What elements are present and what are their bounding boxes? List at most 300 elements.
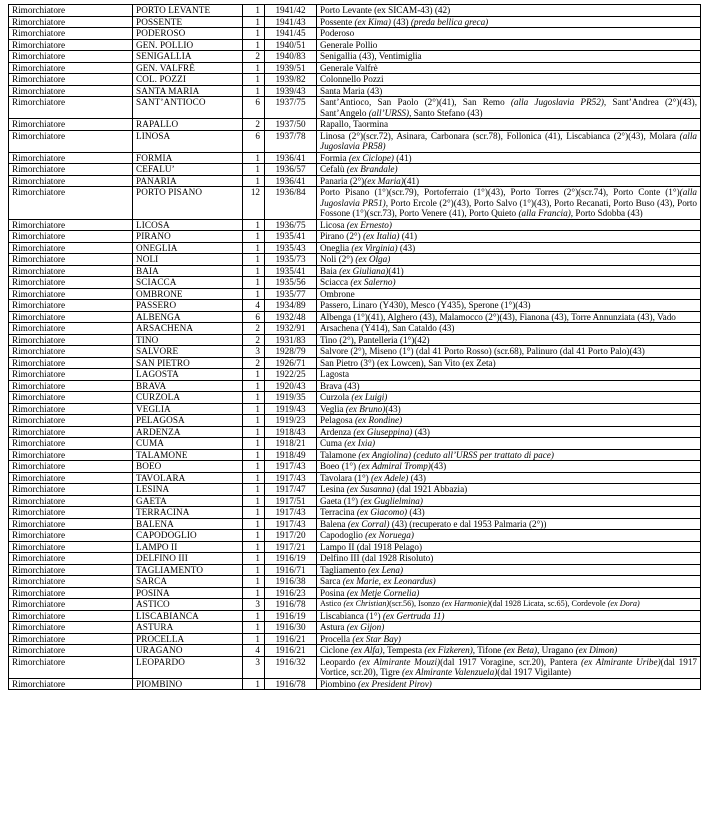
table-row bbox=[9, 187, 701, 220]
cell-years: 1916/38 bbox=[265, 576, 317, 588]
table-row bbox=[9, 300, 701, 312]
note-text: , Sant’Andrea (2°)(43), Sant’Angelo bbox=[320, 97, 697, 118]
note-text: Arsachena (Y414), San Cataldo (43) bbox=[320, 323, 455, 333]
note-text: Santa Maria (43) bbox=[320, 85, 383, 96]
note-text: Cefalù bbox=[320, 164, 347, 174]
cell-years: 1936/41 bbox=[265, 175, 317, 187]
cell-count: 1 bbox=[243, 380, 265, 392]
cell-class: Rimorchiatore bbox=[9, 553, 133, 565]
cell-count: 1 bbox=[243, 438, 265, 450]
note-text: San Pietro (3°) (ex Lowcen), San Vito (ex Zeta) bbox=[320, 357, 496, 368]
cell-count: 1 bbox=[243, 85, 265, 97]
note-text: , Porto Ercole (2°)(43), Porto Salvo (1°)(43), Porto Recanati, Porto Buso (43), Porto Fossone (1°)(scr.73), Porto Venere (41), Porto Quieto bbox=[320, 197, 698, 218]
cell-class: Rimorchiatore bbox=[9, 254, 133, 266]
cell-name: TAVOLARA bbox=[133, 472, 243, 484]
cell-years: 1922/25 bbox=[265, 369, 317, 381]
note-text: Pirano (2°) bbox=[320, 231, 363, 241]
note-italic: (alla Francia) bbox=[518, 208, 571, 218]
note-text: (scr.56), Isonzo bbox=[389, 599, 442, 608]
note-text: Noli (2°) bbox=[320, 254, 356, 264]
note-text: Salvore (2°), Miseno (1°) (dal 41 Porto Rosso) (scr.68), Palinuro (dal 41 Porto Palo)(43) bbox=[320, 346, 645, 356]
cell-notes bbox=[317, 300, 701, 312]
cell-notes bbox=[317, 645, 701, 657]
cell-years: 1920/43 bbox=[265, 380, 317, 392]
cell-name: LAGOSTA bbox=[133, 369, 243, 381]
note-text: Astura bbox=[320, 622, 347, 632]
cell-class: Rimorchiatore bbox=[9, 28, 133, 40]
cell-notes bbox=[317, 28, 701, 40]
note-text: Colonnello Pozzi bbox=[320, 74, 384, 84]
cell-name: ONEGLIA bbox=[133, 242, 243, 254]
cell-name: ARSACHENA bbox=[133, 323, 243, 335]
table-row bbox=[9, 175, 701, 187]
cell-class: Rimorchiatore bbox=[9, 403, 133, 415]
cell-class: Rimorchiatore bbox=[9, 564, 133, 576]
cell-name: BOEO bbox=[133, 461, 243, 473]
table-row bbox=[9, 472, 701, 484]
cell-years: 1935/41 bbox=[265, 231, 317, 243]
cell-class: Rimorchiatore bbox=[9, 16, 133, 28]
note-text: Porto Levante (ex SICAM-43) (42) bbox=[320, 5, 451, 15]
cell-count: 1 bbox=[243, 576, 265, 588]
note-text: Astico bbox=[320, 599, 344, 608]
table-row bbox=[9, 16, 701, 28]
note-italic: (ex Noruega) bbox=[365, 530, 414, 540]
cell-years: 1917/21 bbox=[265, 541, 317, 553]
cell-class: Rimorchiatore bbox=[9, 380, 133, 392]
note-text: Pelagosa bbox=[320, 415, 355, 425]
note-text: Posina bbox=[320, 587, 347, 598]
cell-years: 1918/49 bbox=[265, 449, 317, 461]
cell-class: Rimorchiatore bbox=[9, 231, 133, 243]
cell-class: Rimorchiatore bbox=[9, 277, 133, 289]
note-text: (dal 1917 Vigilante) bbox=[497, 667, 572, 677]
note-italic: (ex Luigi) bbox=[351, 392, 388, 402]
cell-notes bbox=[317, 311, 701, 323]
note-italic: (ex Marie, ex Leonardus) bbox=[342, 576, 436, 586]
table-row bbox=[9, 97, 701, 119]
note-text: Generale Pollio bbox=[320, 39, 378, 50]
cell-class: Rimorchiatore bbox=[9, 438, 133, 450]
cell-count: 1 bbox=[243, 564, 265, 576]
cell-name: POSINA bbox=[133, 587, 243, 599]
table-row bbox=[9, 633, 701, 645]
note-text: Gaeta (1°) bbox=[320, 495, 361, 506]
cell-notes bbox=[317, 610, 701, 622]
note-italic: (ex Giacomo) bbox=[356, 507, 408, 517]
table-row bbox=[9, 231, 701, 243]
cell-class: Rimorchiatore bbox=[9, 678, 133, 690]
note-text: Possente bbox=[320, 16, 355, 27]
note-italic: (ex Susanna) bbox=[346, 484, 395, 494]
note-text: Senigallia (43), Ventimiglia bbox=[320, 51, 422, 61]
note-italic: (ex Beta) bbox=[503, 645, 538, 655]
table-row bbox=[9, 288, 701, 300]
cell-years: 1936/75 bbox=[265, 219, 317, 231]
note-italic: (ex Metje Cornelia) bbox=[346, 587, 420, 598]
note-italic: (ex Guglielmina) bbox=[360, 495, 423, 506]
cell-years: 1935/43 bbox=[265, 242, 317, 254]
table-row bbox=[9, 85, 701, 97]
cell-class: Rimorchiatore bbox=[9, 449, 133, 461]
cell-name: NOLI bbox=[133, 254, 243, 266]
table-row bbox=[9, 449, 701, 461]
note-italic: (ex President Pirov) bbox=[358, 678, 432, 689]
note-text: (41) bbox=[388, 265, 404, 276]
cell-years: 1917/43 bbox=[265, 472, 317, 484]
cell-count: 1 bbox=[243, 152, 265, 164]
note-text: Veglia bbox=[320, 403, 346, 414]
table-row bbox=[9, 254, 701, 266]
note-text: Rapallo, Taormina bbox=[320, 119, 389, 129]
note-text: (43) bbox=[430, 461, 447, 471]
note-text: , Tifone bbox=[472, 645, 504, 655]
note-text: Baia bbox=[320, 265, 340, 276]
note-italic: (ex Almirante Valenzuela) bbox=[402, 667, 498, 677]
cell-class: Rimorchiatore bbox=[9, 530, 133, 542]
cell-notes bbox=[317, 39, 701, 51]
cell-name: BRAVA bbox=[133, 380, 243, 392]
cell-class: Rimorchiatore bbox=[9, 74, 133, 86]
cell-name: GEN. VALFRÈ bbox=[133, 62, 243, 74]
cell-years: 1918/21 bbox=[265, 438, 317, 450]
table-body bbox=[9, 5, 701, 690]
note-text: Formia bbox=[320, 152, 349, 163]
cell-years: 1916/78 bbox=[265, 599, 317, 611]
note-italic: (ex Almirante Uribe) bbox=[580, 656, 661, 667]
cell-notes bbox=[317, 369, 701, 381]
table-row bbox=[9, 403, 701, 415]
cell-years: 1916/21 bbox=[265, 645, 317, 657]
cell-years: 1939/43 bbox=[265, 85, 317, 97]
cell-name: LAMPO II bbox=[133, 541, 243, 553]
cell-notes bbox=[317, 175, 701, 187]
table-row bbox=[9, 507, 701, 519]
cell-count: 4 bbox=[243, 645, 265, 657]
cell-count: 1 bbox=[243, 62, 265, 74]
cell-name: TALAMONE bbox=[133, 449, 243, 461]
cell-class: Rimorchiatore bbox=[9, 633, 133, 645]
note-text: Curzola bbox=[320, 392, 352, 402]
note-text: Procella bbox=[320, 633, 353, 644]
cell-name: RAPALLO bbox=[133, 119, 243, 131]
cell-name: ASTURA bbox=[133, 622, 243, 634]
cell-years: 1937/78 bbox=[265, 130, 317, 152]
table-row bbox=[9, 119, 701, 131]
note-text: Lagosta bbox=[320, 369, 350, 379]
note-text: Piombino bbox=[320, 678, 359, 689]
cell-years: 1919/23 bbox=[265, 415, 317, 427]
table-row bbox=[9, 242, 701, 254]
cell-count: 1 bbox=[243, 175, 265, 187]
cell-name: TERRACINA bbox=[133, 507, 243, 519]
note-italic: (ex Dora) bbox=[607, 599, 640, 608]
cell-count: 1 bbox=[243, 28, 265, 40]
cell-notes bbox=[317, 461, 701, 473]
note-italic: (ex Christian) bbox=[343, 599, 390, 608]
cell-class: Rimorchiatore bbox=[9, 97, 133, 119]
cell-count: 1 bbox=[243, 507, 265, 519]
cell-class: Rimorchiatore bbox=[9, 461, 133, 473]
cell-count: 1 bbox=[243, 254, 265, 266]
table-row bbox=[9, 622, 701, 634]
table-row bbox=[9, 587, 701, 599]
note-text: Ciclone bbox=[320, 645, 351, 655]
cell-count: 1 bbox=[243, 16, 265, 28]
table-row bbox=[9, 346, 701, 358]
note-italic: (ex Kima) bbox=[354, 16, 391, 27]
note-text: Panaria (2°) bbox=[320, 175, 365, 186]
cell-count: 1 bbox=[243, 541, 265, 553]
note-text: (43) bbox=[397, 242, 416, 253]
cell-notes bbox=[317, 564, 701, 576]
table-row bbox=[9, 530, 701, 542]
note-text: Tavolara (1°) bbox=[320, 472, 371, 483]
cell-name: OMBRONE bbox=[133, 288, 243, 300]
cell-notes bbox=[317, 187, 701, 220]
cell-class: Rimorchiatore bbox=[9, 357, 133, 369]
table-row bbox=[9, 599, 701, 611]
note-italic: (ex Dimon) bbox=[575, 645, 618, 655]
cell-name: VEGLIA bbox=[133, 403, 243, 415]
cell-count: 1 bbox=[243, 553, 265, 565]
cell-class: Rimorchiatore bbox=[9, 265, 133, 277]
cell-name: SANTA MARIA bbox=[133, 85, 243, 97]
cell-count: 1 bbox=[243, 219, 265, 231]
cell-name: PELAGOSA bbox=[133, 415, 243, 427]
cell-name: DELFINO III bbox=[133, 553, 243, 565]
cell-notes bbox=[317, 346, 701, 358]
cell-years: 1941/45 bbox=[265, 28, 317, 40]
cell-name: PORTO LEVANTE bbox=[133, 5, 243, 17]
table-row bbox=[9, 5, 701, 17]
cell-class: Rimorchiatore bbox=[9, 175, 133, 187]
note-text: , Uragano bbox=[537, 645, 576, 655]
cell-name: SENIGALLIA bbox=[133, 51, 243, 63]
cell-years: 1939/51 bbox=[265, 62, 317, 74]
cell-class: Rimorchiatore bbox=[9, 587, 133, 599]
note-italic: (ex Almirante Mouzi) bbox=[358, 656, 441, 667]
cell-count: 1 bbox=[243, 403, 265, 415]
note-italic: (ex Adele) bbox=[370, 472, 409, 483]
note-text: Cuma bbox=[320, 438, 345, 448]
note-text: (43) bbox=[412, 426, 430, 437]
cell-notes bbox=[317, 323, 701, 335]
cell-years: 1928/79 bbox=[265, 346, 317, 358]
cell-name: URAGANO bbox=[133, 645, 243, 657]
note-text: , Tempesta bbox=[382, 645, 425, 655]
table-row bbox=[9, 576, 701, 588]
cell-notes bbox=[317, 541, 701, 553]
note-text: Tagliamento bbox=[320, 564, 369, 575]
table-row bbox=[9, 357, 701, 369]
table-row bbox=[9, 369, 701, 381]
cell-years: 1935/56 bbox=[265, 277, 317, 289]
cell-class: Rimorchiatore bbox=[9, 622, 133, 634]
note-text: (dal 1917 Voragine, scr.20), Pantera bbox=[440, 656, 581, 667]
cell-class: Rimorchiatore bbox=[9, 85, 133, 97]
note-text: (dal 1921 Abbazia) bbox=[394, 484, 468, 494]
cell-count: 1 bbox=[243, 392, 265, 404]
cell-years: 1916/19 bbox=[265, 553, 317, 565]
cell-name: PODEROSO bbox=[133, 28, 243, 40]
cell-notes bbox=[317, 518, 701, 530]
note-text: Leopardo bbox=[320, 656, 359, 667]
cell-class: Rimorchiatore bbox=[9, 472, 133, 484]
cell-name: BAIA bbox=[133, 265, 243, 277]
table-row bbox=[9, 130, 701, 152]
table-row bbox=[9, 415, 701, 427]
table-row bbox=[9, 484, 701, 496]
note-text: Lampo II (dal 1918 Pelago) bbox=[320, 541, 423, 552]
cell-count: 1 bbox=[243, 678, 265, 690]
cell-class: Rimorchiatore bbox=[9, 541, 133, 553]
cell-count: 1 bbox=[243, 164, 265, 176]
cell-class: Rimorchiatore bbox=[9, 346, 133, 358]
cell-notes bbox=[317, 62, 701, 74]
cell-notes bbox=[317, 622, 701, 634]
cell-years: 1916/19 bbox=[265, 610, 317, 622]
cell-years: 1936/84 bbox=[265, 187, 317, 220]
cell-class: Rimorchiatore bbox=[9, 369, 133, 381]
cell-name: LISCABIANCA bbox=[133, 610, 243, 622]
cell-name: POSSENTE bbox=[133, 16, 243, 28]
note-text: Ardenza bbox=[320, 426, 354, 437]
cell-years: 1932/48 bbox=[265, 311, 317, 323]
cell-class: Rimorchiatore bbox=[9, 645, 133, 657]
note-text: Delfino III (dal 1928 Risoluto) bbox=[320, 553, 434, 563]
cell-notes bbox=[317, 380, 701, 392]
cell-class: Rimorchiatore bbox=[9, 507, 133, 519]
cell-count: 1 bbox=[243, 587, 265, 599]
table-row bbox=[9, 392, 701, 404]
table-row bbox=[9, 553, 701, 565]
cell-notes bbox=[317, 242, 701, 254]
cell-class: Rimorchiatore bbox=[9, 39, 133, 51]
cell-notes bbox=[317, 5, 701, 17]
cell-class: Rimorchiatore bbox=[9, 164, 133, 176]
cell-count: 1 bbox=[243, 495, 265, 507]
cell-notes bbox=[317, 426, 701, 438]
cell-class: Rimorchiatore bbox=[9, 484, 133, 496]
table-row bbox=[9, 495, 701, 507]
note-italic: (ex Lena) bbox=[368, 564, 404, 575]
cell-years: 1916/23 bbox=[265, 587, 317, 599]
table-row bbox=[9, 518, 701, 530]
note-text: (43) (recuperato e dal 1953 Palmaria (2°)) bbox=[389, 518, 547, 529]
table-row bbox=[9, 334, 701, 346]
cell-count: 1 bbox=[243, 518, 265, 530]
cell-name: GEN. POLLIO bbox=[133, 39, 243, 51]
note-text: Poderoso bbox=[320, 28, 355, 38]
cell-notes bbox=[317, 152, 701, 164]
cell-count: 1 bbox=[243, 242, 265, 254]
note-text: Licosa bbox=[320, 219, 347, 230]
cell-class: Rimorchiatore bbox=[9, 426, 133, 438]
note-text: Generale Valfrè bbox=[320, 62, 378, 73]
cell-count: 2 bbox=[243, 334, 265, 346]
cell-name: LICOSA bbox=[133, 219, 243, 231]
cell-count: 2 bbox=[243, 357, 265, 369]
cell-count: 1 bbox=[243, 610, 265, 622]
cell-years: 1940/51 bbox=[265, 39, 317, 51]
cell-name: CEFALU’ bbox=[133, 164, 243, 176]
tugboat-table bbox=[8, 4, 701, 690]
cell-notes bbox=[317, 334, 701, 346]
cell-count: 1 bbox=[243, 415, 265, 427]
note-italic: (ex Gertruda 11) bbox=[382, 610, 445, 621]
note-italic: (ex Virginia) bbox=[351, 242, 398, 253]
note-italic: (ex Angiolina) (ceduto all’URSS per trattato di pace) bbox=[358, 449, 554, 460]
note-text: (41) bbox=[399, 231, 418, 241]
cell-name: COL. POZZI bbox=[133, 74, 243, 86]
note-text: , Santo Stefano (43) bbox=[409, 107, 483, 118]
cell-years: 1917/43 bbox=[265, 461, 317, 473]
table-row bbox=[9, 380, 701, 392]
note-italic: (ex Italia) bbox=[362, 231, 400, 241]
note-text: Brava (43) bbox=[320, 380, 360, 391]
table-row bbox=[9, 265, 701, 277]
note-text: (41) bbox=[394, 152, 412, 163]
note-italic: (ex Giuliana) bbox=[339, 265, 389, 276]
cell-class: Rimorchiatore bbox=[9, 576, 133, 588]
cell-years: 1941/42 bbox=[265, 5, 317, 17]
cell-count: 1 bbox=[243, 288, 265, 300]
cell-notes bbox=[317, 633, 701, 645]
note-text: Capodoglio bbox=[320, 530, 366, 540]
cell-name: LESINA bbox=[133, 484, 243, 496]
cell-name: ALBENGA bbox=[133, 311, 243, 323]
cell-name: BALENA bbox=[133, 518, 243, 530]
cell-name: CURZOLA bbox=[133, 392, 243, 404]
cell-name: LEOPARDO bbox=[133, 656, 243, 678]
note-italic: (ex Ixia) bbox=[344, 438, 376, 448]
cell-count: 2 bbox=[243, 323, 265, 335]
note-italic: (ex Star Bay) bbox=[352, 633, 401, 644]
note-italic: (preda bellica greca) bbox=[410, 16, 489, 27]
cell-years: 1917/20 bbox=[265, 530, 317, 542]
cell-name: PIRANO bbox=[133, 231, 243, 243]
cell-notes bbox=[317, 415, 701, 427]
note-text: Oneglia bbox=[320, 242, 352, 253]
cell-notes bbox=[317, 164, 701, 176]
cell-count: 2 bbox=[243, 119, 265, 131]
note-italic: (ex Ernesto) bbox=[346, 219, 392, 230]
note-text: Terracina bbox=[320, 507, 357, 517]
cell-notes bbox=[317, 288, 701, 300]
cell-notes bbox=[317, 392, 701, 404]
cell-years: 1937/50 bbox=[265, 119, 317, 131]
cell-count: 1 bbox=[243, 484, 265, 496]
cell-class: Rimorchiatore bbox=[9, 5, 133, 17]
cell-notes bbox=[317, 130, 701, 152]
cell-count: 2 bbox=[243, 51, 265, 63]
cell-years: 1935/77 bbox=[265, 288, 317, 300]
table-row bbox=[9, 311, 701, 323]
table-row bbox=[9, 564, 701, 576]
cell-name: ASTICO bbox=[133, 599, 243, 611]
note-text: Ombrone bbox=[320, 288, 355, 299]
note-italic: (ex Rondine) bbox=[354, 415, 403, 425]
cell-notes bbox=[317, 587, 701, 599]
cell-count: 12 bbox=[243, 187, 265, 220]
cell-years: 1937/75 bbox=[265, 97, 317, 119]
note-text: (43) bbox=[390, 16, 411, 27]
cell-name: CUMA bbox=[133, 438, 243, 450]
cell-count: 1 bbox=[243, 231, 265, 243]
note-text: (dal 1928 Licata, sc.65), Cordevole bbox=[489, 599, 608, 608]
cell-notes bbox=[317, 495, 701, 507]
